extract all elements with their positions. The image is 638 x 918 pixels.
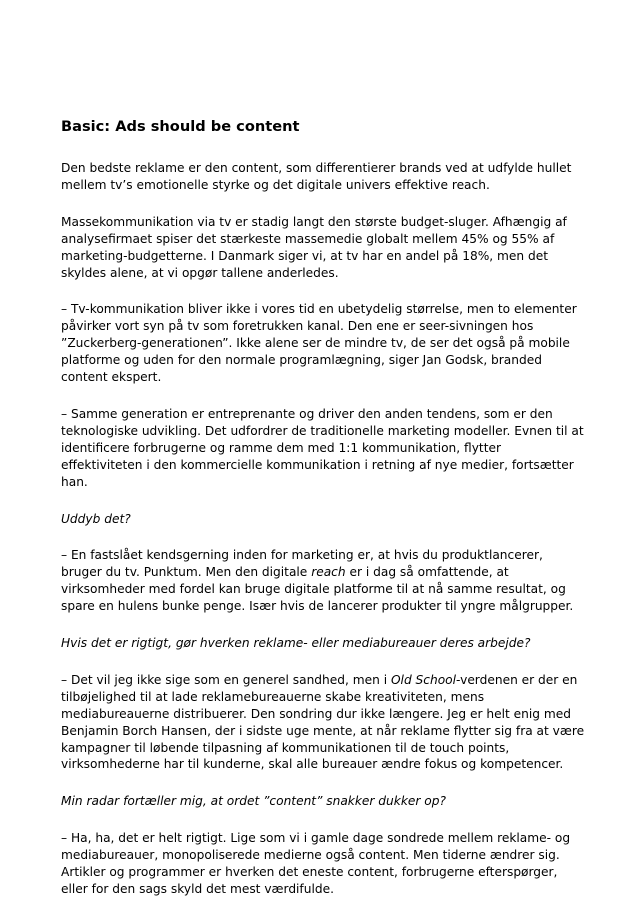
article-title: Basic: Ads should be content [61,118,300,135]
answer-1-text-start: – En fastslået kendsgerning inden for marketing er, at hvis du produktlancerer, bruger du tv. Punktum. Men den digitale [61,548,543,580]
interview-question-2: Hvis det er rigtigt, gør hverken reklame- eller mediabureauer deres arbejde? [61,636,531,651]
interview-question-1: Uddyb det? [61,511,131,526]
answer-1-text-end: er i dag så omfattende, at virksomheder med fordel kan bruge digitale platforme til at nå samme resultat, og spare en hulens bunke penge. Især hvis de lancerer produkter til yngre målgrupper. [61,565,574,614]
answer-1-emphasis: reach [311,565,346,580]
interview-answer-3: – Ha, ha, det er helt rigtigt. Lige som vi i gamle dage sondrede mellem reklame- og mediabureauer, monopoliserede medierne også content. Men tiderne ændrer sig. Artikler og programmer er hverken det eneste content, forbrugerne efterspørger, eller for den sags skyld det mest værdifulde. [61,831,571,896]
intro-paragraph: Den bedste reklame er den content, som differentierer brands ved at udfylde hullet mellem tv’s emotionelle styrke og det digitale univers effektive reach. [61,161,572,192]
interview-answer-2 [61,672,586,773]
answer-2-emphasis: Old School [390,672,457,687]
answer-2-text-end: -verdenen er der en tilbøjelighed til at lade reklamebureauerne skabe kreativiteten, mens mediabureauerne distribuerer. Den sondring dur ikke længere. Jeg er helt enig med Benjamin Borch Hansen, der i sidste uge mente, at når reklame flytter sig fra at være kampagner til løbende tilpasning af kommunikationen til de touch points, virksomhederne har til kunderne, skal alle bureauer ændre fokus og kompetencer. [61,672,585,772]
body-paragraph-2: – Tv-kommunikation bliver ikke i vores tid en ubetydelig størrelse, men to elementer påvirker vort syn på tv som foretrukken kanal. Den ene er seer-sivningen hos ”Zuckerberg-generationen”. Ikke alene ser de mindre tv, de ser det også på mobile platforme og uden for den normale programlægning, siger Jan Godsk, branded content ekspert. [61,302,577,385]
interview-answer-1 [61,547,586,615]
interview-question-3: Min radar fortæller mig, at ordet ”content” snakker dukker op? [61,794,446,809]
answer-2-text-start: – Det vil jeg ikke sige som en generel sandhed, men i [61,672,391,687]
body-paragraph-3: – Samme generation er entreprenante og driver den anden tendens, som er den teknologiske udvikling. Det udfordrer de traditionelle marketing modeller. Evnen til at identificere forbrugerne og ramme dem med 1:1 kommunikation, flytter effektiviteten i den kommercielle kommunikation i retning af nye medier, fortsætter han. [61,406,584,489]
body-paragraph-1: Massekommunikation via tv er stadig langt den største budget-sluger. Afhængig af analysefirmaet spiser det stærkeste massemedie globalt mellem 45% og 55% af marketing-budgetterne. I Danmark siger vi, at tv har en andel på 18%, men det skyldes alene, at vi opgør tallene anderledes. [61,214,567,280]
document-page [61,117,586,918]
